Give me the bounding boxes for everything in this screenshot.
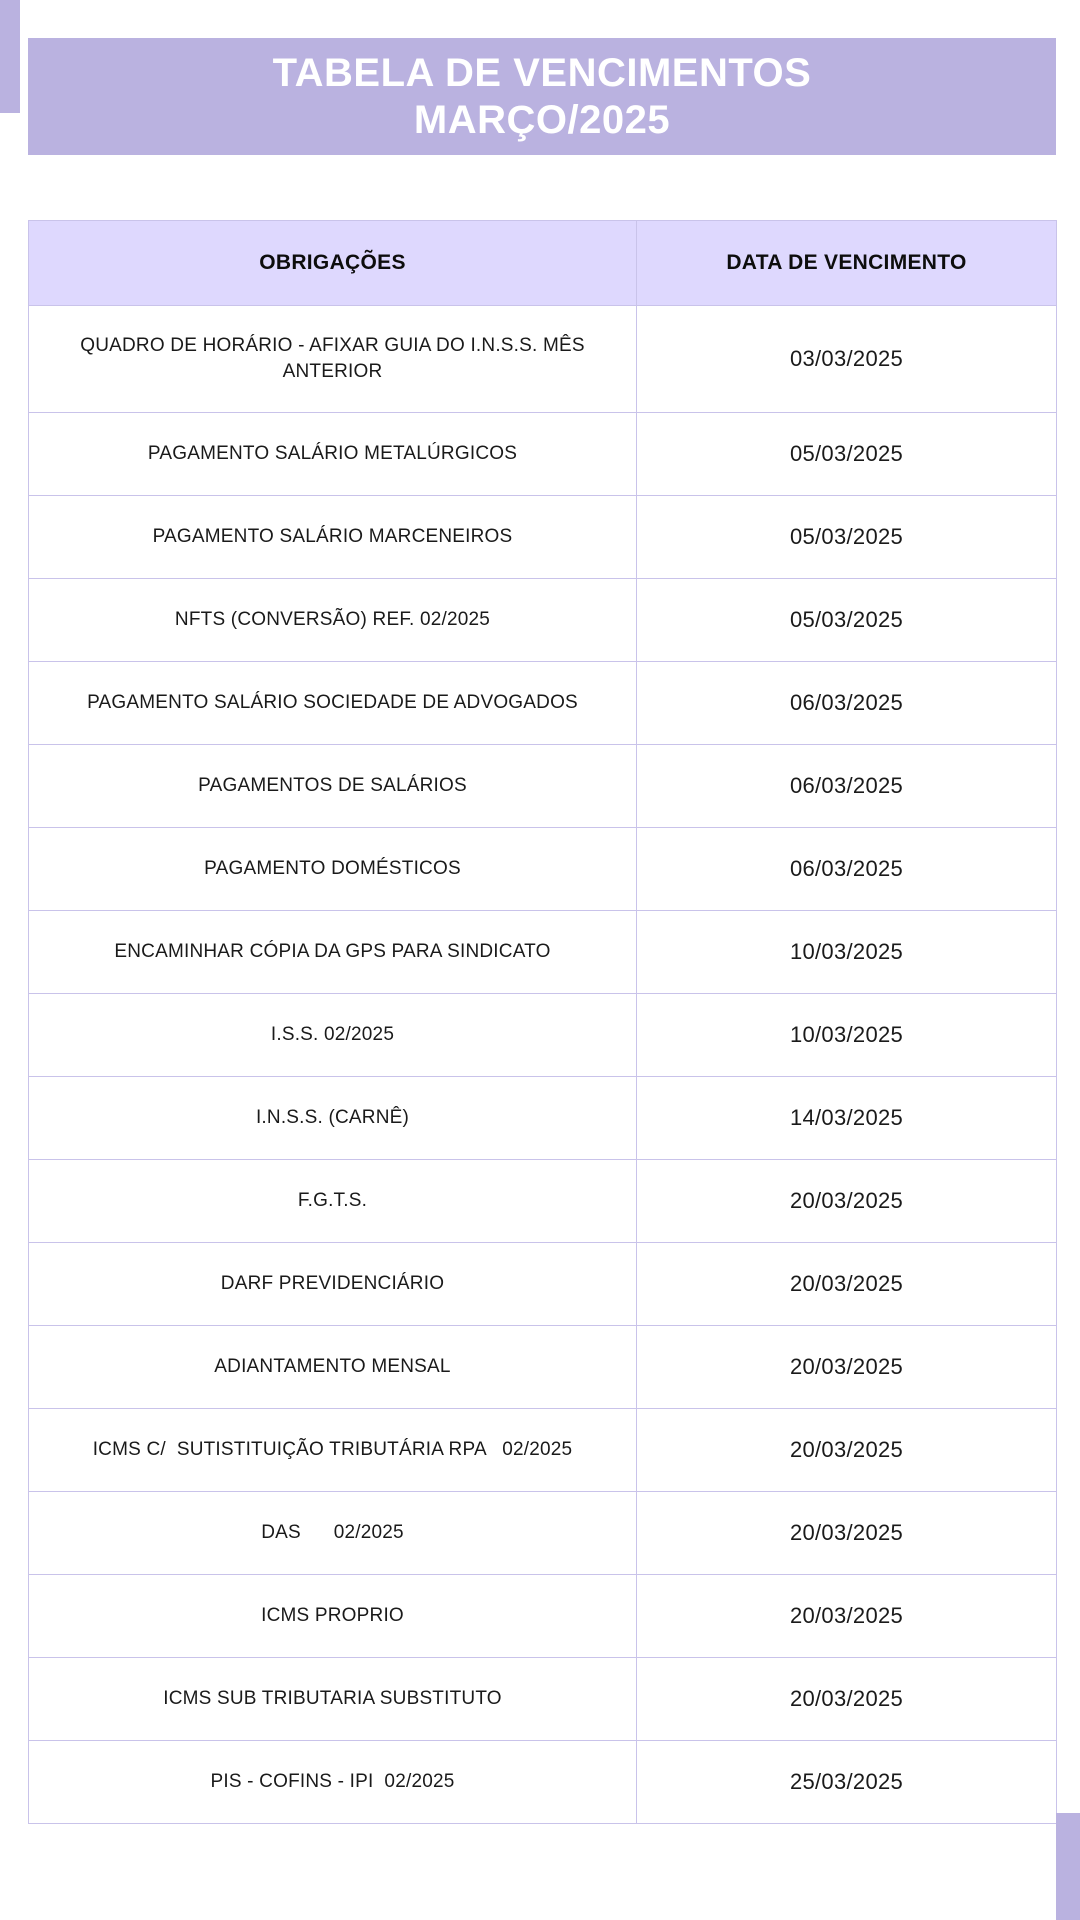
table-row <box>29 496 1057 579</box>
obligation-cell: PAGAMENTOS DE SALÁRIOS <box>29 745 637 828</box>
table-row <box>29 1326 1057 1409</box>
decorative-accent-top <box>0 0 20 113</box>
obligation-cell: ICMS SUB TRIBUTARIA SUBSTITUTO <box>29 1658 637 1741</box>
table-row <box>29 1077 1057 1160</box>
table-row <box>29 745 1057 828</box>
title-banner <box>28 38 1056 155</box>
due-date-cell: 25/03/2025 <box>637 1741 1057 1824</box>
obligation-cell: I.S.S. 02/2025 <box>29 994 637 1077</box>
obligation-cell: QUADRO DE HORÁRIO - AFIXAR GUIA DO I.N.S.S. MÊS ANTERIOR <box>29 306 637 413</box>
due-date-cell: 20/03/2025 <box>637 1658 1057 1741</box>
due-date-cell: 05/03/2025 <box>637 413 1057 496</box>
obligation-cell: DAS 02/2025 <box>29 1492 637 1575</box>
table-row <box>29 413 1057 496</box>
obligation-cell: NFTS (CONVERSÃO) REF. 02/2025 <box>29 579 637 662</box>
table-header-row <box>29 221 1057 306</box>
table-row <box>29 1409 1057 1492</box>
due-date-cell: 14/03/2025 <box>637 1077 1057 1160</box>
table-row <box>29 1160 1057 1243</box>
obligation-cell: I.N.S.S. (CARNÊ) <box>29 1077 637 1160</box>
obligation-cell: PIS - COFINS - IPI 02/2025 <box>29 1741 637 1824</box>
obligation-cell: PAGAMENTO SALÁRIO SOCIEDADE DE ADVOGADOS <box>29 662 637 745</box>
table-row <box>29 579 1057 662</box>
due-date-cell: 05/03/2025 <box>637 579 1057 662</box>
obligation-cell: DARF PREVIDENCIÁRIO <box>29 1243 637 1326</box>
obligation-cell: ICMS PROPRIO <box>29 1575 637 1658</box>
due-date-cell: 06/03/2025 <box>637 745 1057 828</box>
table-row <box>29 1243 1057 1326</box>
due-date-cell: 20/03/2025 <box>637 1492 1057 1575</box>
obligation-cell: ENCAMINHAR CÓPIA DA GPS PARA SINDICATO <box>29 911 637 994</box>
obligation-cell: F.G.T.S. <box>29 1160 637 1243</box>
table-row <box>29 994 1057 1077</box>
table-row <box>29 1741 1057 1824</box>
table-row <box>29 828 1057 911</box>
obligation-cell: PAGAMENTO SALÁRIO MARCENEIROS <box>29 496 637 579</box>
header-due-date: DATA DE VENCIMENTO <box>637 221 1057 306</box>
due-date-cell: 20/03/2025 <box>637 1160 1057 1243</box>
due-date-cell: 20/03/2025 <box>637 1409 1057 1492</box>
due-dates-table <box>28 220 1057 1824</box>
due-date-cell: 10/03/2025 <box>637 911 1057 994</box>
table-row <box>29 1492 1057 1575</box>
header-obligations: OBRIGAÇÕES <box>29 221 637 306</box>
due-date-cell: 06/03/2025 <box>637 828 1057 911</box>
due-date-cell: 10/03/2025 <box>637 994 1057 1077</box>
table-row <box>29 1575 1057 1658</box>
table-row <box>29 1658 1057 1741</box>
obligation-cell: PAGAMENTO DOMÉSTICOS <box>29 828 637 911</box>
table-row <box>29 911 1057 994</box>
due-date-cell: 20/03/2025 <box>637 1243 1057 1326</box>
due-date-cell: 20/03/2025 <box>637 1326 1057 1409</box>
due-date-cell: 05/03/2025 <box>637 496 1057 579</box>
title-line-1: TABELA DE VENCIMENTOS <box>272 50 812 95</box>
obligation-cell: ICMS C/ SUTISTITUIÇÃO TRIBUTÁRIA RPA 02/2025 <box>29 1409 637 1492</box>
table-row <box>29 306 1057 413</box>
title-line-2: MARÇO/2025 <box>413 97 671 142</box>
due-date-cell: 20/03/2025 <box>637 1575 1057 1658</box>
decorative-accent-bottom <box>1056 1813 1080 1920</box>
table-row <box>29 662 1057 745</box>
obligation-cell: ADIANTAMENTO MENSAL <box>29 1326 637 1409</box>
due-date-cell: 06/03/2025 <box>637 662 1057 745</box>
due-date-cell: 03/03/2025 <box>637 306 1057 413</box>
obligation-cell: PAGAMENTO SALÁRIO METALÚRGICOS <box>29 413 637 496</box>
